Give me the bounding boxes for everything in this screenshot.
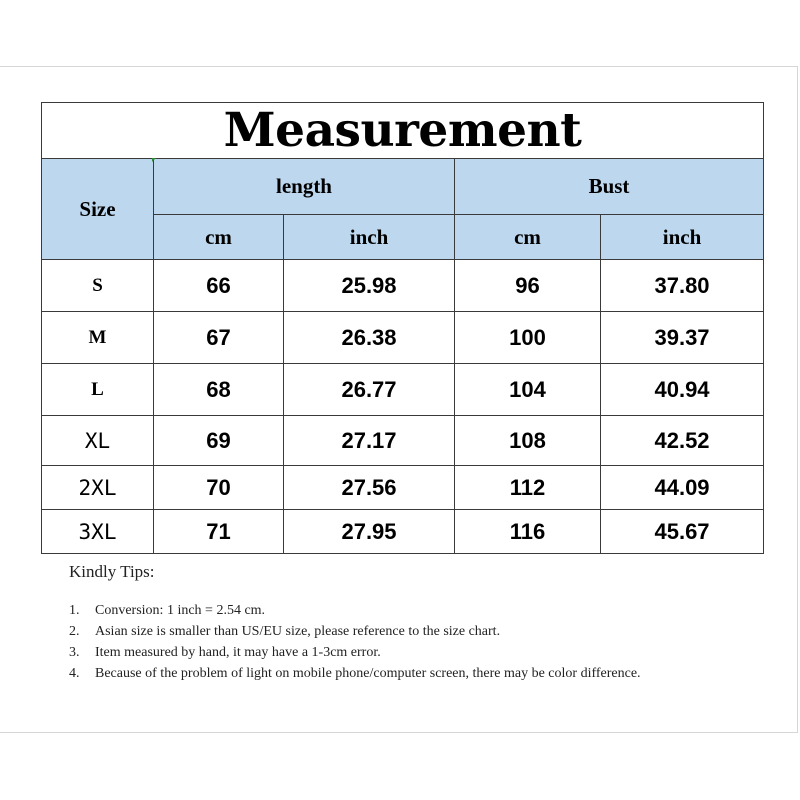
length-cm-header: cm [154, 215, 284, 260]
bust-cm-cell: 100 [455, 312, 601, 364]
size-cell: 3XL [42, 510, 154, 554]
cell-corner-marker-icon [152, 158, 156, 162]
table-row [42, 260, 764, 312]
table-row [42, 364, 764, 416]
size-column-header: Size [42, 159, 154, 260]
tip-number: 1. [69, 603, 80, 618]
size-table [41, 102, 764, 554]
tips-section [69, 562, 749, 684]
size-cell: L [42, 364, 154, 416]
bust-cm-cell: 104 [455, 364, 601, 416]
table-row [42, 510, 764, 554]
tip-text: Because of the problem of light on mobile phone/computer screen, there may be color difference. [95, 666, 641, 681]
tips-list [69, 600, 749, 684]
length-inch-cell: 25.98 [284, 260, 455, 312]
table-title: Measurement [42, 103, 764, 159]
bust-inch-cell: 42.52 [601, 416, 764, 466]
length-cm-cell: 69 [154, 416, 284, 466]
bust-inch-header: inch [601, 215, 764, 260]
table-row [42, 416, 764, 466]
list-item [69, 642, 749, 663]
tip-number: 2. [69, 624, 80, 639]
bust-cm-cell: 112 [455, 466, 601, 510]
length-cm-cell: 70 [154, 466, 284, 510]
tip-number: 4. [69, 666, 80, 681]
bust-header: Bust [455, 159, 764, 215]
bust-cm-cell: 108 [455, 416, 601, 466]
length-inch-cell: 27.17 [284, 416, 455, 466]
size-cell: XL [42, 416, 154, 466]
size-cell: 2XL [42, 466, 154, 510]
bust-inch-cell: 37.80 [601, 260, 764, 312]
bust-inch-cell: 45.67 [601, 510, 764, 554]
tip-text: Conversion: 1 inch = 2.54 cm. [95, 603, 266, 618]
length-inch-header: inch [284, 215, 455, 260]
bust-cm-cell: 116 [455, 510, 601, 554]
bust-inch-cell: 40.94 [601, 364, 764, 416]
tip-text: Asian size is smaller than US/EU size, please reference to the size chart. [95, 624, 501, 639]
length-cm-cell: 66 [154, 260, 284, 312]
length-inch-cell: 27.56 [284, 466, 455, 510]
bust-cm-header: cm [455, 215, 601, 260]
tip-number: 3. [69, 645, 80, 660]
bust-inch-cell: 39.37 [601, 312, 764, 364]
length-cm-cell: 68 [154, 364, 284, 416]
size-cell: M [42, 312, 154, 364]
length-cm-cell: 67 [154, 312, 284, 364]
length-inch-cell: 27.95 [284, 510, 455, 554]
tips-title: Kindly Tips: [69, 562, 155, 581]
length-header: length [154, 159, 455, 215]
length-inch-cell: 26.38 [284, 312, 455, 364]
bust-inch-cell: 44.09 [601, 466, 764, 510]
bust-cm-cell: 96 [455, 260, 601, 312]
size-cell: S [42, 260, 154, 312]
length-inch-cell: 26.77 [284, 364, 455, 416]
list-item [69, 600, 749, 621]
list-item [69, 621, 749, 642]
list-item [69, 663, 749, 684]
length-cm-cell: 71 [154, 510, 284, 554]
tip-text: Item measured by hand, it may have a 1-3cm error. [95, 645, 381, 660]
table-row [42, 312, 764, 364]
table-row [42, 466, 764, 510]
